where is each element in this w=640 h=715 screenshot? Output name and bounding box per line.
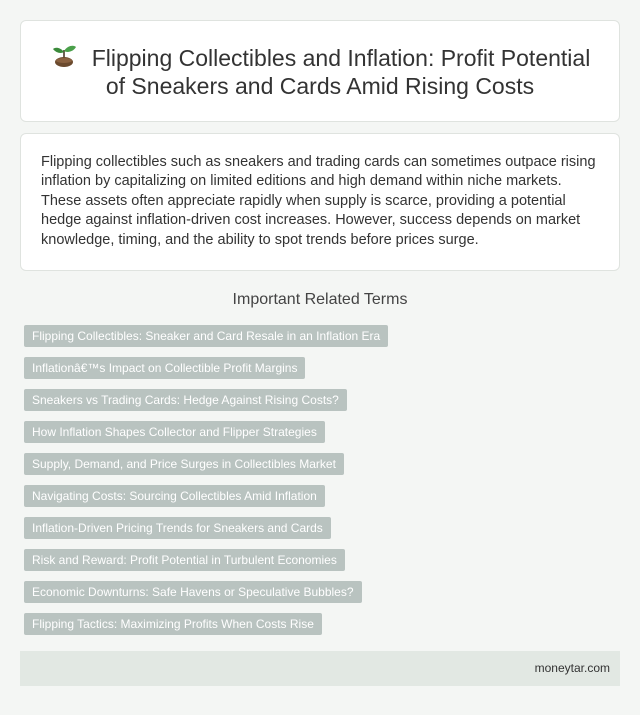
term-tag[interactable]: How Inflation Shapes Collector and Flipper Strategies xyxy=(24,421,325,443)
footer xyxy=(20,651,620,686)
term-tag[interactable]: Flipping Collectibles: Sneaker and Card Resale in an Inflation Era xyxy=(24,325,388,347)
terms-heading: Important Related Terms xyxy=(232,291,408,308)
term-tag[interactable]: Supply, Demand, and Price Surges in Collectibles Market xyxy=(24,453,344,475)
term-tag[interactable]: Risk and Reward: Profit Potential in Turbulent Economies xyxy=(24,549,345,571)
terms-list xyxy=(24,325,620,645)
term-tag[interactable]: Sneakers vs Trading Cards: Hedge Against Rising Costs? xyxy=(24,389,347,411)
page-title-text: Flipping Collectibles and Inflation: Profit Potential of Sneakers and Cards Amid Rising Costs xyxy=(91,45,591,99)
term-tag[interactable]: Economic Downturns: Safe Havens or Speculative Bubbles? xyxy=(24,581,362,603)
page-title xyxy=(45,43,595,100)
title-card xyxy=(20,20,620,122)
footer-site-name[interactable]: moneytar.com xyxy=(534,661,610,675)
term-tag[interactable]: Inflation-Driven Pricing Trends for Sneakers and Cards xyxy=(24,517,331,539)
term-tag[interactable]: Navigating Costs: Sourcing Collectibles Amid Inflation xyxy=(24,485,325,507)
intro-paragraph: Flipping collectibles such as sneakers and trading cards can sometimes outpace rising inflation by capitalizing on limited editions and high demand within niche markets. These assets often appreciate rapidly when supply is scarce, providing a potential hedge against inflation-driven cost increases. However, success depends on market knowledge, timing, and the ability to spot trends before prices surge. xyxy=(41,154,596,248)
seedling-icon xyxy=(50,43,78,69)
term-tag[interactable]: Flipping Tactics: Maximizing Profits When Costs Rise xyxy=(24,613,322,635)
term-tag[interactable]: Inflationâ€™s Impact on Collectible Profit Margins xyxy=(24,357,305,379)
intro-card xyxy=(20,133,620,271)
